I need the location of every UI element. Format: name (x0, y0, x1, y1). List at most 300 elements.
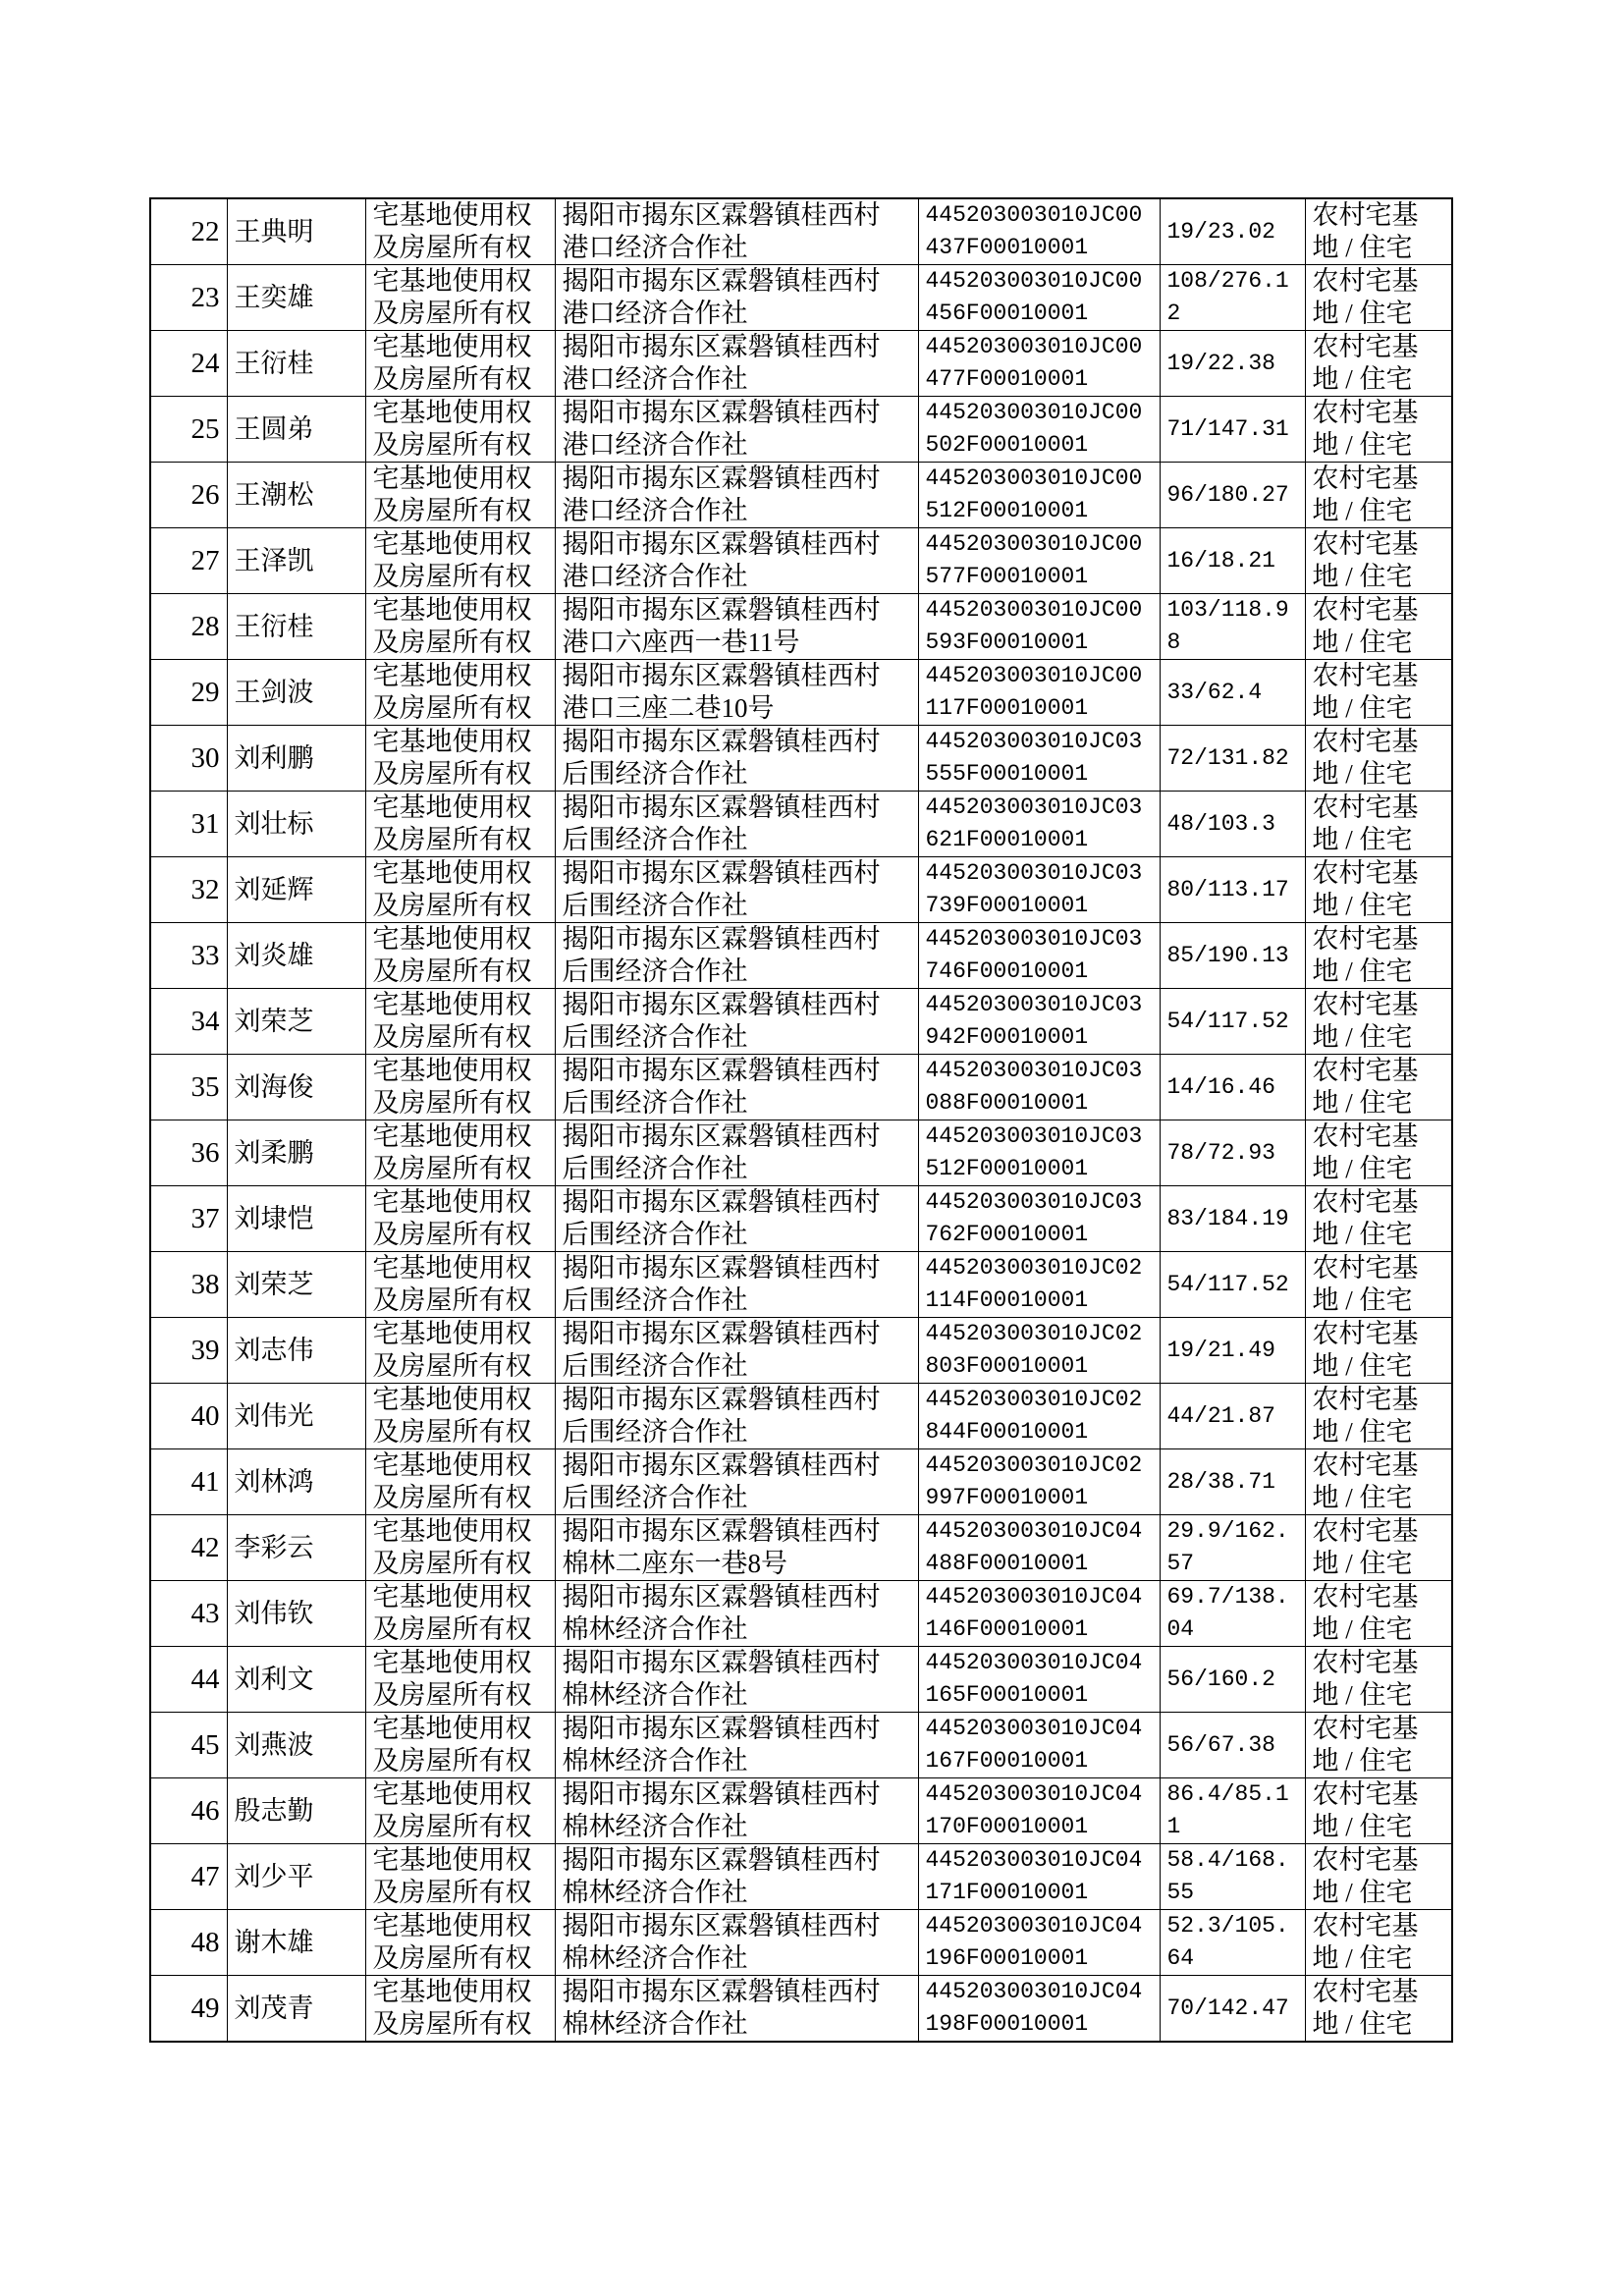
unit-code-cell (918, 1318, 1160, 1384)
location: 揭阳市揭东区霖磐镇桂西村棉林经济合作社 (562, 1911, 881, 1973)
right-type: 宅基地使用权及房屋所有权 (372, 1319, 532, 1381)
unit-code: 445203003010JC03555F00010001 (925, 729, 1143, 787)
location-cell (555, 1120, 918, 1186)
right-type: 宅基地使用权及房屋所有权 (372, 1056, 532, 1118)
owner-name: 刘埭恺 (234, 1203, 314, 1233)
row-number-cell (150, 463, 227, 528)
owner-name-cell (227, 1844, 365, 1910)
unit-code: 445203003010JC02844F00010001 (925, 1387, 1143, 1445)
row-number-cell (150, 331, 227, 397)
owner-name: 刘柔鹏 (234, 1137, 314, 1168)
row-number: 25 (190, 412, 220, 445)
location-cell (555, 1449, 918, 1515)
location-cell (555, 726, 918, 792)
usage: 农村宅基地 / 住宅 (1312, 1056, 1419, 1118)
location: 揭阳市揭东区霖磐镇桂西村棉林经济合作社 (562, 1582, 881, 1644)
owner-name: 刘延辉 (234, 874, 314, 904)
unit-code-cell (918, 594, 1160, 660)
owner-name-cell (227, 1252, 365, 1318)
unit-code: 445203003010JC04165F00010001 (925, 1650, 1143, 1708)
unit-code-cell (918, 923, 1160, 989)
right-type-cell (365, 1055, 555, 1120)
location-cell (555, 1778, 918, 1844)
row-number: 44 (190, 1663, 220, 1695)
right-type-cell (365, 989, 555, 1055)
area: 80/113.17 (1166, 876, 1289, 902)
right-type-cell (365, 397, 555, 463)
table-row (150, 1449, 1452, 1515)
row-number: 39 (190, 1334, 220, 1366)
unit-code-cell (918, 726, 1160, 792)
usage: 农村宅基地 / 住宅 (1312, 858, 1419, 920)
area-cell (1160, 1186, 1305, 1252)
owner-name-cell (227, 594, 365, 660)
location-cell (555, 792, 918, 857)
unit-code: 445203003010JC02114F00010001 (925, 1255, 1143, 1313)
unit-code-cell (918, 1120, 1160, 1186)
location-cell (555, 1844, 918, 1910)
owner-name-cell (227, 989, 365, 1055)
right-type: 宅基地使用权及房屋所有权 (372, 1450, 532, 1512)
right-type-cell (365, 923, 555, 989)
unit-code-cell (918, 198, 1160, 265)
usage-cell (1305, 1449, 1452, 1515)
area-cell (1160, 594, 1305, 660)
table-row (150, 1120, 1452, 1186)
table-row (150, 331, 1452, 397)
row-number-cell (150, 1252, 227, 1318)
unit-code: 445203003010JC02803F00010001 (925, 1321, 1143, 1379)
owner-name: 刘荣芝 (234, 1269, 314, 1299)
area-cell (1160, 1318, 1305, 1384)
area: 19/22.38 (1166, 350, 1275, 376)
usage: 农村宅基地 / 住宅 (1312, 595, 1419, 657)
row-number: 41 (190, 1465, 220, 1498)
unit-code-cell (918, 528, 1160, 594)
unit-code: 445203003010JC04146F00010001 (925, 1584, 1143, 1642)
right-type: 宅基地使用权及房屋所有权 (372, 1121, 532, 1183)
unit-code: 445203003010JC04170F00010001 (925, 1781, 1143, 1839)
property-rights-table (149, 197, 1453, 2043)
usage-cell (1305, 989, 1452, 1055)
row-number-cell (150, 923, 227, 989)
owner-name: 刘壮标 (234, 808, 314, 839)
usage-cell (1305, 726, 1452, 792)
row-number-cell (150, 528, 227, 594)
usage-cell (1305, 1581, 1452, 1647)
location-cell (555, 1647, 918, 1713)
area: 56/160.2 (1166, 1666, 1275, 1692)
right-type: 宅基地使用权及房屋所有权 (372, 727, 532, 789)
right-type-cell (365, 1252, 555, 1318)
unit-code-cell (918, 1186, 1160, 1252)
owner-name: 刘利文 (234, 1664, 314, 1694)
unit-code: 445203003010JC03621F00010001 (925, 794, 1143, 852)
unit-code: 445203003010JC00577F00010001 (925, 531, 1143, 589)
unit-code-cell (918, 1910, 1160, 1976)
owner-name: 刘林鸿 (234, 1466, 314, 1497)
usage: 农村宅基地 / 住宅 (1312, 398, 1419, 460)
usage-cell (1305, 1120, 1452, 1186)
location-cell (555, 265, 918, 331)
row-number-cell (150, 1120, 227, 1186)
area: 108/276.12 (1166, 268, 1289, 326)
row-number: 24 (190, 347, 220, 379)
row-number: 36 (190, 1136, 220, 1169)
owner-name-cell (227, 1515, 365, 1581)
usage-cell (1305, 1647, 1452, 1713)
unit-code: 445203003010JC00593F00010001 (925, 597, 1143, 655)
usage: 农村宅基地 / 住宅 (1312, 1648, 1419, 1710)
table-row (150, 1055, 1452, 1120)
owner-name-cell (227, 923, 365, 989)
location: 揭阳市揭东区霖磐镇桂西村港口经济合作社 (562, 266, 881, 328)
unit-code: 445203003010JC04167F00010001 (925, 1716, 1143, 1774)
unit-code: 445203003010JC03746F00010001 (925, 926, 1143, 984)
row-number: 28 (190, 610, 220, 642)
unit-code: 445203003010JC00456F00010001 (925, 268, 1143, 326)
usage: 农村宅基地 / 住宅 (1312, 1385, 1419, 1447)
unit-code: 445203003010JC03942F00010001 (925, 992, 1143, 1050)
usage-cell (1305, 1844, 1452, 1910)
right-type-cell (365, 1384, 555, 1449)
area-cell (1160, 397, 1305, 463)
usage-cell (1305, 1910, 1452, 1976)
location: 揭阳市揭东区霖磐镇桂西村后围经济合作社 (562, 727, 881, 789)
unit-code: 445203003010JC00437F00010001 (925, 202, 1143, 260)
area: 58.4/168.55 (1166, 1847, 1289, 1905)
area: 14/16.46 (1166, 1073, 1275, 1100)
usage: 农村宅基地 / 住宅 (1312, 1779, 1419, 1841)
right-type: 宅基地使用权及房屋所有权 (372, 200, 532, 262)
location: 揭阳市揭东区霖磐镇桂西村后围经济合作社 (562, 792, 881, 854)
row-number-cell (150, 1515, 227, 1581)
location: 揭阳市揭东区霖磐镇桂西村后围经济合作社 (562, 924, 881, 986)
area: 71/147.31 (1166, 415, 1289, 442)
table-row (150, 1713, 1452, 1778)
location: 揭阳市揭东区霖磐镇桂西村港口经济合作社 (562, 464, 881, 525)
unit-code-cell (918, 1515, 1160, 1581)
usage: 农村宅基地 / 住宅 (1312, 529, 1419, 591)
area: 19/23.02 (1166, 218, 1275, 245)
right-type: 宅基地使用权及房屋所有权 (372, 1977, 532, 2039)
right-type: 宅基地使用权及房屋所有权 (372, 990, 532, 1052)
location: 揭阳市揭东区霖磐镇桂西村后围经济合作社 (562, 1450, 881, 1512)
owner-name: 刘志伟 (234, 1335, 314, 1365)
area-cell (1160, 1976, 1305, 2043)
owner-name: 殷志勤 (234, 1795, 314, 1826)
unit-code: 445203003010JC00477F00010001 (925, 334, 1143, 392)
area-cell (1160, 1713, 1305, 1778)
area-cell (1160, 198, 1305, 265)
owner-name-cell (227, 397, 365, 463)
row-number-cell (150, 1976, 227, 2043)
right-type: 宅基地使用权及房屋所有权 (372, 398, 532, 460)
table-row (150, 397, 1452, 463)
row-number-cell (150, 1844, 227, 1910)
unit-code-cell (918, 1055, 1160, 1120)
right-type: 宅基地使用权及房屋所有权 (372, 792, 532, 854)
right-type: 宅基地使用权及房屋所有权 (372, 1516, 532, 1578)
row-number-cell (150, 857, 227, 923)
usage: 农村宅基地 / 住宅 (1312, 332, 1419, 394)
location: 揭阳市揭东区霖磐镇桂西村港口三座二巷10号 (562, 661, 881, 723)
row-number: 22 (190, 215, 220, 247)
usage-cell (1305, 1055, 1452, 1120)
unit-code-cell (918, 1647, 1160, 1713)
row-number: 43 (190, 1597, 220, 1629)
right-type-cell (365, 594, 555, 660)
area: 48/103.3 (1166, 810, 1275, 837)
location: 揭阳市揭东区霖磐镇桂西村港口经济合作社 (562, 200, 881, 262)
owner-name: 刘海俊 (234, 1071, 314, 1102)
right-type: 宅基地使用权及房屋所有权 (372, 1253, 532, 1315)
owner-name-cell (227, 1120, 365, 1186)
row-number: 47 (190, 1860, 220, 1892)
area-cell (1160, 923, 1305, 989)
location: 揭阳市揭东区霖磐镇桂西村棉林经济合作社 (562, 1648, 881, 1710)
usage: 农村宅基地 / 住宅 (1312, 1121, 1419, 1183)
area-cell (1160, 1120, 1305, 1186)
location: 揭阳市揭东区霖磐镇桂西村后围经济合作社 (562, 858, 881, 920)
table-row (150, 594, 1452, 660)
usage: 农村宅基地 / 住宅 (1312, 1911, 1419, 1973)
row-number: 27 (190, 544, 220, 576)
right-type-cell (365, 726, 555, 792)
right-type-cell (365, 857, 555, 923)
location-cell (555, 1318, 918, 1384)
row-number-cell (150, 1449, 227, 1515)
usage-cell (1305, 397, 1452, 463)
unit-code-cell (918, 265, 1160, 331)
row-number-cell (150, 989, 227, 1055)
area: 86.4/85.11 (1166, 1781, 1289, 1839)
location-cell (555, 528, 918, 594)
table-row (150, 1581, 1452, 1647)
area: 83/184.19 (1166, 1205, 1289, 1231)
usage-cell (1305, 198, 1452, 265)
row-number: 38 (190, 1268, 220, 1300)
table-row (150, 198, 1452, 265)
table-row (150, 1318, 1452, 1384)
right-type: 宅基地使用权及房屋所有权 (372, 858, 532, 920)
usage-cell (1305, 792, 1452, 857)
row-number: 40 (190, 1399, 220, 1432)
unit-code: 445203003010JC03512F00010001 (925, 1123, 1143, 1181)
table-row (150, 463, 1452, 528)
owner-name-cell (227, 1581, 365, 1647)
table-row (150, 528, 1452, 594)
usage: 农村宅基地 / 住宅 (1312, 1582, 1419, 1644)
usage: 农村宅基地 / 住宅 (1312, 990, 1419, 1052)
owner-name: 王圆弟 (234, 413, 314, 444)
unit-code: 445203003010JC04198F00010001 (925, 1979, 1143, 2037)
unit-code-cell (918, 1778, 1160, 1844)
area-cell (1160, 1581, 1305, 1647)
row-number-cell (150, 1581, 227, 1647)
right-type-cell (365, 1581, 555, 1647)
unit-code-cell (918, 1581, 1160, 1647)
owner-name: 刘利鹏 (234, 742, 314, 773)
row-number: 33 (190, 939, 220, 971)
usage: 农村宅基地 / 住宅 (1312, 1845, 1419, 1907)
area: 54/117.52 (1166, 1008, 1289, 1034)
right-type-cell (365, 792, 555, 857)
area-cell (1160, 660, 1305, 726)
owner-name-cell (227, 1647, 365, 1713)
owner-name: 刘少平 (234, 1861, 314, 1891)
unit-code: 445203003010JC03739F00010001 (925, 860, 1143, 918)
table-row (150, 1515, 1452, 1581)
area: 28/38.71 (1166, 1468, 1275, 1495)
table-row (150, 1647, 1452, 1713)
location-cell (555, 1186, 918, 1252)
owner-name: 刘伟光 (234, 1400, 314, 1431)
right-type-cell (365, 660, 555, 726)
right-type-cell (365, 1976, 555, 2043)
usage: 农村宅基地 / 住宅 (1312, 1516, 1419, 1578)
location-cell (555, 1055, 918, 1120)
right-type: 宅基地使用权及房屋所有权 (372, 266, 532, 328)
right-type-cell (365, 198, 555, 265)
unit-code-cell (918, 1449, 1160, 1515)
owner-name: 刘伟钦 (234, 1598, 314, 1628)
owner-name-cell (227, 1713, 365, 1778)
unit-code-cell (918, 857, 1160, 923)
row-number: 46 (190, 1794, 220, 1827)
location: 揭阳市揭东区霖磐镇桂西村后围经济合作社 (562, 1253, 881, 1315)
row-number-cell (150, 265, 227, 331)
usage-cell (1305, 660, 1452, 726)
owner-name-cell (227, 198, 365, 265)
owner-name-cell (227, 792, 365, 857)
area-cell (1160, 1647, 1305, 1713)
usage: 农村宅基地 / 住宅 (1312, 266, 1419, 328)
unit-code-cell (918, 989, 1160, 1055)
owner-name-cell (227, 1976, 365, 2043)
owner-name-cell (227, 528, 365, 594)
area-cell (1160, 1055, 1305, 1120)
table-row (150, 857, 1452, 923)
unit-code: 445203003010JC00502F00010001 (925, 400, 1143, 458)
area-cell (1160, 1910, 1305, 1976)
unit-code: 445203003010JC00512F00010001 (925, 465, 1143, 523)
right-type: 宅基地使用权及房屋所有权 (372, 1911, 532, 1973)
unit-code-cell (918, 660, 1160, 726)
area-cell (1160, 463, 1305, 528)
area: 85/190.13 (1166, 942, 1289, 968)
row-number: 45 (190, 1728, 220, 1761)
right-type-cell (365, 1449, 555, 1515)
area-cell (1160, 1778, 1305, 1844)
usage-cell (1305, 265, 1452, 331)
area: 29.9/162.57 (1166, 1518, 1289, 1576)
location: 揭阳市揭东区霖磐镇桂西村后围经济合作社 (562, 1121, 881, 1183)
owner-name: 王衍桂 (234, 348, 314, 378)
area-cell (1160, 1515, 1305, 1581)
right-type: 宅基地使用权及房屋所有权 (372, 529, 532, 591)
right-type: 宅基地使用权及房屋所有权 (372, 332, 532, 394)
location: 揭阳市揭东区霖磐镇桂西村棉林二座东一巷8号 (562, 1516, 881, 1578)
area: 16/18.21 (1166, 547, 1275, 574)
right-type: 宅基地使用权及房屋所有权 (372, 1845, 532, 1907)
table-row (150, 1252, 1452, 1318)
usage: 农村宅基地 / 住宅 (1312, 1253, 1419, 1315)
right-type: 宅基地使用权及房屋所有权 (372, 1187, 532, 1249)
location-cell (555, 1976, 918, 2043)
owner-name-cell (227, 265, 365, 331)
unit-code-cell (918, 331, 1160, 397)
location-cell (555, 857, 918, 923)
area-cell (1160, 265, 1305, 331)
unit-code-cell (918, 397, 1160, 463)
location: 揭阳市揭东区霖磐镇桂西村棉林经济合作社 (562, 1779, 881, 1841)
owner-name: 王衍桂 (234, 611, 314, 641)
location-cell (555, 1713, 918, 1778)
area: 96/180.27 (1166, 481, 1289, 508)
owner-name: 刘炎雄 (234, 940, 314, 970)
location-cell (555, 198, 918, 265)
row-number: 31 (190, 807, 220, 840)
row-number: 49 (190, 1992, 220, 2024)
right-type-cell (365, 1713, 555, 1778)
row-number-cell (150, 726, 227, 792)
location-cell (555, 397, 918, 463)
usage: 农村宅基地 / 住宅 (1312, 200, 1419, 262)
right-type-cell (365, 1910, 555, 1976)
usage: 农村宅基地 / 住宅 (1312, 792, 1419, 854)
row-number: 30 (190, 741, 220, 774)
right-type-cell (365, 1778, 555, 1844)
row-number-cell (150, 660, 227, 726)
row-number: 35 (190, 1070, 220, 1103)
table-row (150, 923, 1452, 989)
row-number-cell (150, 594, 227, 660)
unit-code: 445203003010JC02997F00010001 (925, 1452, 1143, 1510)
table-row (150, 265, 1452, 331)
area: 103/118.98 (1166, 597, 1289, 655)
right-type-cell (365, 528, 555, 594)
unit-code-cell (918, 463, 1160, 528)
right-type-cell (365, 331, 555, 397)
owner-name-cell (227, 1910, 365, 1976)
location-cell (555, 1515, 918, 1581)
owner-name: 王泽凯 (234, 545, 314, 575)
usage: 农村宅基地 / 住宅 (1312, 661, 1419, 723)
table-row (150, 1778, 1452, 1844)
right-type: 宅基地使用权及房屋所有权 (372, 595, 532, 657)
table-row (150, 1910, 1452, 1976)
right-type: 宅基地使用权及房屋所有权 (372, 1385, 532, 1447)
area-cell (1160, 857, 1305, 923)
row-number-cell (150, 1186, 227, 1252)
table-row (150, 1384, 1452, 1449)
unit-code: 445203003010JC03762F00010001 (925, 1189, 1143, 1247)
location: 揭阳市揭东区霖磐镇桂西村棉林经济合作社 (562, 1845, 881, 1907)
usage-cell (1305, 1976, 1452, 2043)
usage: 农村宅基地 / 住宅 (1312, 1977, 1419, 2039)
right-type: 宅基地使用权及房屋所有权 (372, 924, 532, 986)
usage-cell (1305, 1252, 1452, 1318)
right-type-cell (365, 1318, 555, 1384)
usage: 农村宅基地 / 住宅 (1312, 727, 1419, 789)
area-cell (1160, 1384, 1305, 1449)
right-type: 宅基地使用权及房屋所有权 (372, 1582, 532, 1644)
unit-code-cell (918, 1252, 1160, 1318)
usage-cell (1305, 331, 1452, 397)
usage-cell (1305, 594, 1452, 660)
area: 52.3/105.64 (1166, 1913, 1289, 1971)
